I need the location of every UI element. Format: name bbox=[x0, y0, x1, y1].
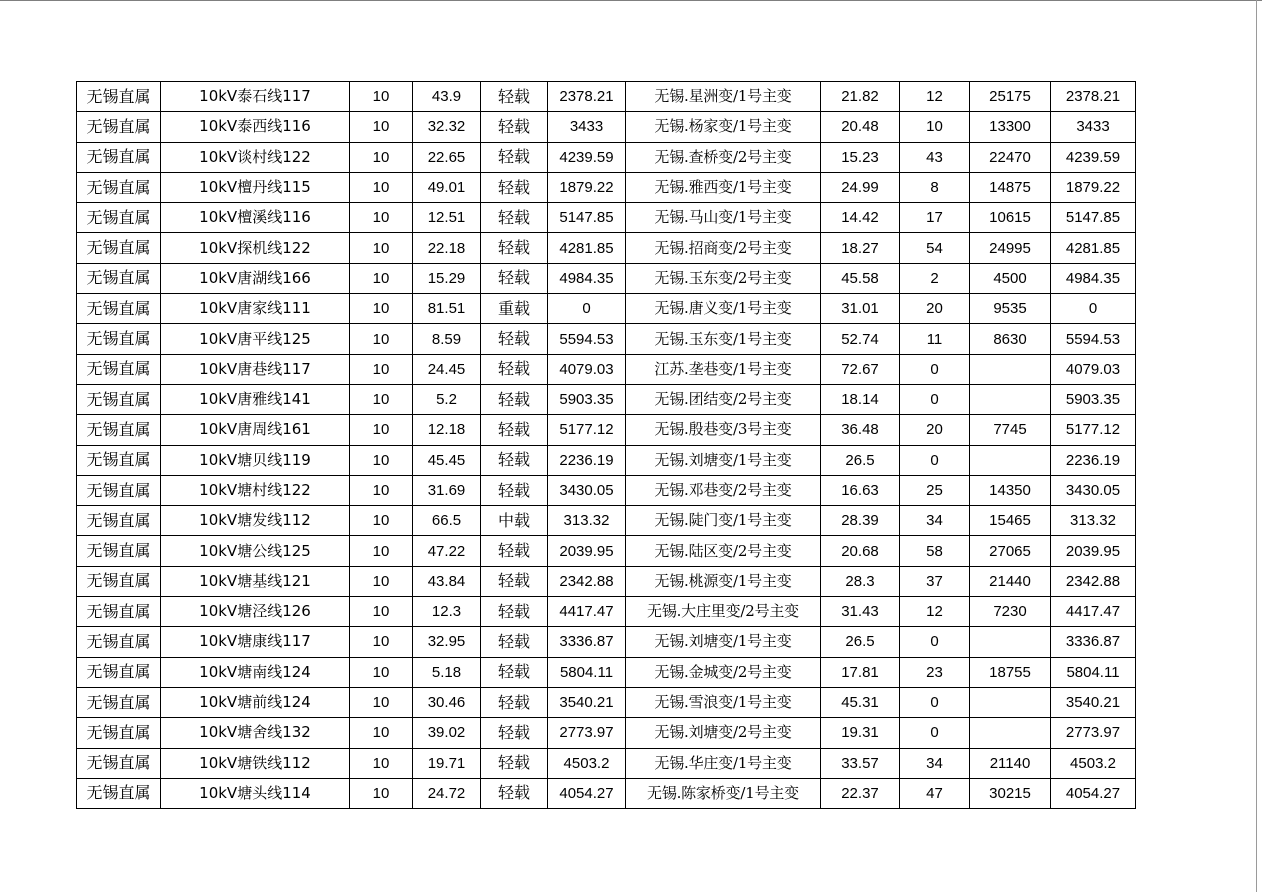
cell-count: 34 bbox=[900, 506, 970, 536]
cell-region: 无锡直属 bbox=[77, 506, 161, 536]
cell-capacity: 2773.97 bbox=[548, 718, 626, 748]
cell-region: 无锡直属 bbox=[77, 475, 161, 505]
cell-transformer-rate: 15.23 bbox=[821, 142, 900, 172]
cell-load-rate: 12.51 bbox=[413, 203, 481, 233]
cell-voltage: 10 bbox=[350, 263, 413, 293]
cell-substation: 无锡.星洲变/1号主变 bbox=[626, 82, 821, 112]
cell-available: 4984.35 bbox=[1051, 263, 1136, 293]
cell-substation: 无锡.陡门变/1号主变 bbox=[626, 506, 821, 536]
cell-voltage: 10 bbox=[350, 233, 413, 263]
cell-load-state: 重载 bbox=[481, 294, 548, 324]
cell-load-rate: 5.18 bbox=[413, 657, 481, 687]
cell-installed: 9535 bbox=[970, 294, 1051, 324]
cell-region: 无锡直属 bbox=[77, 566, 161, 596]
cell-capacity: 3336.87 bbox=[548, 627, 626, 657]
cell-installed bbox=[970, 718, 1051, 748]
cell-capacity: 2236.19 bbox=[548, 445, 626, 475]
cell-available: 2039.95 bbox=[1051, 536, 1136, 566]
table-row bbox=[77, 233, 1136, 263]
cell-count: 0 bbox=[900, 718, 970, 748]
cell-load-rate: 22.65 bbox=[413, 142, 481, 172]
cell-substation: 江苏.垄巷变/1号主变 bbox=[626, 354, 821, 384]
cell-load-state: 轻载 bbox=[481, 172, 548, 202]
cell-available: 4417.47 bbox=[1051, 597, 1136, 627]
cell-load-state: 轻载 bbox=[481, 233, 548, 263]
cell-capacity: 5147.85 bbox=[548, 203, 626, 233]
cell-capacity: 4984.35 bbox=[548, 263, 626, 293]
table-row bbox=[77, 536, 1136, 566]
cell-voltage: 10 bbox=[350, 445, 413, 475]
cell-voltage: 10 bbox=[350, 657, 413, 687]
cell-capacity: 5594.53 bbox=[548, 324, 626, 354]
cell-installed: 10615 bbox=[970, 203, 1051, 233]
cell-installed: 15465 bbox=[970, 506, 1051, 536]
cell-load-rate: 43.84 bbox=[413, 566, 481, 596]
cell-installed: 18755 bbox=[970, 657, 1051, 687]
cell-load-rate: 43.9 bbox=[413, 82, 481, 112]
cell-count: 47 bbox=[900, 778, 970, 808]
cell-line-name: 10kV探机线122 bbox=[161, 233, 350, 263]
cell-available: 2342.88 bbox=[1051, 566, 1136, 596]
table-row bbox=[77, 294, 1136, 324]
cell-transformer-rate: 28.3 bbox=[821, 566, 900, 596]
cell-available: 0 bbox=[1051, 294, 1136, 324]
cell-region: 无锡直属 bbox=[77, 233, 161, 263]
cell-installed: 14875 bbox=[970, 172, 1051, 202]
table-row bbox=[77, 112, 1136, 142]
cell-capacity: 5903.35 bbox=[548, 384, 626, 414]
cell-count: 0 bbox=[900, 354, 970, 384]
feeder-load-table bbox=[76, 81, 1136, 809]
cell-load-rate: 15.29 bbox=[413, 263, 481, 293]
cell-count: 54 bbox=[900, 233, 970, 263]
cell-line-name: 10kV塘公线125 bbox=[161, 536, 350, 566]
table-row bbox=[77, 687, 1136, 717]
cell-voltage: 10 bbox=[350, 718, 413, 748]
cell-installed: 30215 bbox=[970, 778, 1051, 808]
cell-substation: 无锡.华庄变/1号主变 bbox=[626, 748, 821, 778]
cell-count: 20 bbox=[900, 294, 970, 324]
cell-load-rate: 30.46 bbox=[413, 687, 481, 717]
cell-transformer-rate: 18.14 bbox=[821, 384, 900, 414]
cell-line-name: 10kV唐巷线117 bbox=[161, 354, 350, 384]
cell-available: 5804.11 bbox=[1051, 657, 1136, 687]
cell-load-rate: 5.2 bbox=[413, 384, 481, 414]
cell-substation: 无锡.查桥变/2号主变 bbox=[626, 142, 821, 172]
cell-available: 4079.03 bbox=[1051, 354, 1136, 384]
cell-region: 无锡直属 bbox=[77, 778, 161, 808]
cell-line-name: 10kV唐平线125 bbox=[161, 324, 350, 354]
cell-substation: 无锡.招商变/2号主变 bbox=[626, 233, 821, 263]
cell-region: 无锡直属 bbox=[77, 415, 161, 445]
cell-substation: 无锡.金城变/2号主变 bbox=[626, 657, 821, 687]
cell-voltage: 10 bbox=[350, 82, 413, 112]
cell-transformer-rate: 14.42 bbox=[821, 203, 900, 233]
cell-substation: 无锡.殷巷变/3号主变 bbox=[626, 415, 821, 445]
cell-transformer-rate: 28.39 bbox=[821, 506, 900, 536]
cell-load-state: 中载 bbox=[481, 506, 548, 536]
cell-region: 无锡直属 bbox=[77, 687, 161, 717]
cell-transformer-rate: 22.37 bbox=[821, 778, 900, 808]
cell-line-name: 10kV檀溪线116 bbox=[161, 203, 350, 233]
cell-installed bbox=[970, 627, 1051, 657]
cell-load-rate: 49.01 bbox=[413, 172, 481, 202]
cell-installed: 8630 bbox=[970, 324, 1051, 354]
cell-count: 43 bbox=[900, 142, 970, 172]
cell-load-state: 轻载 bbox=[481, 324, 548, 354]
cell-transformer-rate: 26.5 bbox=[821, 445, 900, 475]
cell-substation: 无锡.陈家桥变/1号主变 bbox=[626, 778, 821, 808]
cell-load-state: 轻载 bbox=[481, 597, 548, 627]
cell-count: 2 bbox=[900, 263, 970, 293]
cell-line-name: 10kV泰西线116 bbox=[161, 112, 350, 142]
cell-substation: 无锡.刘塘变/2号主变 bbox=[626, 718, 821, 748]
cell-line-name: 10kV塘基线121 bbox=[161, 566, 350, 596]
cell-line-name: 10kV塘康线117 bbox=[161, 627, 350, 657]
cell-load-state: 轻载 bbox=[481, 687, 548, 717]
cell-voltage: 10 bbox=[350, 778, 413, 808]
cell-region: 无锡直属 bbox=[77, 536, 161, 566]
table-row bbox=[77, 263, 1136, 293]
cell-capacity: 4239.59 bbox=[548, 142, 626, 172]
cell-substation: 无锡.雪浪变/1号主变 bbox=[626, 687, 821, 717]
cell-region: 无锡直属 bbox=[77, 718, 161, 748]
table-row bbox=[77, 203, 1136, 233]
table-row bbox=[77, 597, 1136, 627]
cell-available: 5147.85 bbox=[1051, 203, 1136, 233]
table-row bbox=[77, 718, 1136, 748]
cell-count: 34 bbox=[900, 748, 970, 778]
cell-available: 5177.12 bbox=[1051, 415, 1136, 445]
cell-load-rate: 32.32 bbox=[413, 112, 481, 142]
cell-region: 无锡直属 bbox=[77, 324, 161, 354]
cell-count: 17 bbox=[900, 203, 970, 233]
cell-region: 无锡直属 bbox=[77, 354, 161, 384]
cell-load-rate: 45.45 bbox=[413, 445, 481, 475]
cell-available: 2378.21 bbox=[1051, 82, 1136, 112]
cell-load-state: 轻载 bbox=[481, 748, 548, 778]
cell-voltage: 10 bbox=[350, 415, 413, 445]
cell-voltage: 10 bbox=[350, 566, 413, 596]
cell-transformer-rate: 26.5 bbox=[821, 627, 900, 657]
cell-line-name: 10kV塘贝线119 bbox=[161, 445, 350, 475]
cell-voltage: 10 bbox=[350, 475, 413, 505]
cell-region: 无锡直属 bbox=[77, 627, 161, 657]
cell-available: 1879.22 bbox=[1051, 172, 1136, 202]
cell-transformer-rate: 21.82 bbox=[821, 82, 900, 112]
cell-load-rate: 66.5 bbox=[413, 506, 481, 536]
table-row bbox=[77, 657, 1136, 687]
cell-line-name: 10kV塘南线124 bbox=[161, 657, 350, 687]
cell-capacity: 3433 bbox=[548, 112, 626, 142]
table-row bbox=[77, 627, 1136, 657]
cell-capacity: 313.32 bbox=[548, 506, 626, 536]
cell-region: 无锡直属 bbox=[77, 82, 161, 112]
cell-capacity: 2378.21 bbox=[548, 82, 626, 112]
cell-available: 5903.35 bbox=[1051, 384, 1136, 414]
cell-transformer-rate: 19.31 bbox=[821, 718, 900, 748]
page-right-edge bbox=[1256, 0, 1257, 892]
cell-load-rate: 32.95 bbox=[413, 627, 481, 657]
cell-substation: 无锡.玉东变/1号主变 bbox=[626, 324, 821, 354]
cell-transformer-rate: 17.81 bbox=[821, 657, 900, 687]
cell-region: 无锡直属 bbox=[77, 172, 161, 202]
cell-substation: 无锡.团结变/2号主变 bbox=[626, 384, 821, 414]
cell-installed: 4500 bbox=[970, 263, 1051, 293]
cell-load-rate: 39.02 bbox=[413, 718, 481, 748]
cell-load-rate: 81.51 bbox=[413, 294, 481, 324]
cell-load-state: 轻载 bbox=[481, 445, 548, 475]
cell-installed: 14350 bbox=[970, 475, 1051, 505]
cell-capacity: 4054.27 bbox=[548, 778, 626, 808]
cell-installed bbox=[970, 445, 1051, 475]
table-row bbox=[77, 445, 1136, 475]
cell-available: 3540.21 bbox=[1051, 687, 1136, 717]
cell-count: 0 bbox=[900, 627, 970, 657]
cell-region: 无锡直属 bbox=[77, 263, 161, 293]
cell-voltage: 10 bbox=[350, 294, 413, 324]
cell-line-name: 10kV檀丹线115 bbox=[161, 172, 350, 202]
table-row bbox=[77, 82, 1136, 112]
table-row bbox=[77, 778, 1136, 808]
cell-transformer-rate: 24.99 bbox=[821, 172, 900, 202]
cell-substation: 无锡.刘塘变/1号主变 bbox=[626, 627, 821, 657]
cell-voltage: 10 bbox=[350, 172, 413, 202]
cell-load-rate: 24.72 bbox=[413, 778, 481, 808]
cell-line-name: 10kV唐雅线141 bbox=[161, 384, 350, 414]
cell-substation: 无锡.桃源变/1号主变 bbox=[626, 566, 821, 596]
cell-region: 无锡直属 bbox=[77, 657, 161, 687]
cell-voltage: 10 bbox=[350, 627, 413, 657]
cell-region: 无锡直属 bbox=[77, 384, 161, 414]
cell-line-name: 10kV塘前线124 bbox=[161, 687, 350, 717]
cell-count: 10 bbox=[900, 112, 970, 142]
table-row bbox=[77, 172, 1136, 202]
cell-transformer-rate: 52.74 bbox=[821, 324, 900, 354]
cell-line-name: 10kV塘头线114 bbox=[161, 778, 350, 808]
cell-capacity: 3540.21 bbox=[548, 687, 626, 717]
cell-transformer-rate: 16.63 bbox=[821, 475, 900, 505]
cell-installed bbox=[970, 687, 1051, 717]
cell-line-name: 10kV唐湖线166 bbox=[161, 263, 350, 293]
cell-capacity: 4281.85 bbox=[548, 233, 626, 263]
cell-load-rate: 22.18 bbox=[413, 233, 481, 263]
cell-installed: 21140 bbox=[970, 748, 1051, 778]
cell-count: 12 bbox=[900, 82, 970, 112]
cell-voltage: 10 bbox=[350, 354, 413, 384]
cell-load-state: 轻载 bbox=[481, 657, 548, 687]
cell-installed: 25175 bbox=[970, 82, 1051, 112]
table-row bbox=[77, 324, 1136, 354]
cell-transformer-rate: 36.48 bbox=[821, 415, 900, 445]
cell-substation: 无锡.大庄里变/2号主变 bbox=[626, 597, 821, 627]
table-row bbox=[77, 384, 1136, 414]
cell-transformer-rate: 45.31 bbox=[821, 687, 900, 717]
cell-transformer-rate: 18.27 bbox=[821, 233, 900, 263]
cell-line-name: 10kV塘泾线126 bbox=[161, 597, 350, 627]
cell-substation: 无锡.马山变/1号主变 bbox=[626, 203, 821, 233]
cell-load-state: 轻载 bbox=[481, 627, 548, 657]
cell-region: 无锡直属 bbox=[77, 597, 161, 627]
cell-voltage: 10 bbox=[350, 112, 413, 142]
cell-installed: 7230 bbox=[970, 597, 1051, 627]
cell-substation: 无锡.邓巷变/2号主变 bbox=[626, 475, 821, 505]
cell-available: 4054.27 bbox=[1051, 778, 1136, 808]
cell-transformer-rate: 72.67 bbox=[821, 354, 900, 384]
cell-available: 4503.2 bbox=[1051, 748, 1136, 778]
cell-available: 313.32 bbox=[1051, 506, 1136, 536]
cell-capacity: 4503.2 bbox=[548, 748, 626, 778]
table-body bbox=[77, 82, 1136, 809]
cell-transformer-rate: 45.58 bbox=[821, 263, 900, 293]
cell-count: 11 bbox=[900, 324, 970, 354]
cell-count: 0 bbox=[900, 445, 970, 475]
cell-installed: 24995 bbox=[970, 233, 1051, 263]
cell-installed bbox=[970, 354, 1051, 384]
cell-substation: 无锡.玉东变/2号主变 bbox=[626, 263, 821, 293]
cell-installed: 13300 bbox=[970, 112, 1051, 142]
cell-load-state: 轻载 bbox=[481, 384, 548, 414]
cell-voltage: 10 bbox=[350, 597, 413, 627]
cell-available: 3430.05 bbox=[1051, 475, 1136, 505]
cell-count: 58 bbox=[900, 536, 970, 566]
cell-load-rate: 12.18 bbox=[413, 415, 481, 445]
table-row bbox=[77, 142, 1136, 172]
cell-capacity: 0 bbox=[548, 294, 626, 324]
cell-voltage: 10 bbox=[350, 384, 413, 414]
table-row bbox=[77, 415, 1136, 445]
cell-capacity: 2342.88 bbox=[548, 566, 626, 596]
cell-available: 2236.19 bbox=[1051, 445, 1136, 475]
cell-transformer-rate: 31.43 bbox=[821, 597, 900, 627]
page-top-edge bbox=[0, 0, 1262, 1]
cell-load-state: 轻载 bbox=[481, 263, 548, 293]
cell-installed bbox=[970, 384, 1051, 414]
cell-count: 8 bbox=[900, 172, 970, 202]
table-row bbox=[77, 506, 1136, 536]
cell-voltage: 10 bbox=[350, 324, 413, 354]
cell-transformer-rate: 33.57 bbox=[821, 748, 900, 778]
cell-capacity: 1879.22 bbox=[548, 172, 626, 202]
cell-capacity: 4417.47 bbox=[548, 597, 626, 627]
cell-region: 无锡直属 bbox=[77, 112, 161, 142]
cell-line-name: 10kV泰石线117 bbox=[161, 82, 350, 112]
cell-substation: 无锡.雅西变/1号主变 bbox=[626, 172, 821, 202]
cell-count: 20 bbox=[900, 415, 970, 445]
cell-load-rate: 31.69 bbox=[413, 475, 481, 505]
cell-region: 无锡直属 bbox=[77, 142, 161, 172]
cell-load-rate: 12.3 bbox=[413, 597, 481, 627]
cell-line-name: 10kV塘铁线112 bbox=[161, 748, 350, 778]
table-row bbox=[77, 475, 1136, 505]
cell-load-state: 轻载 bbox=[481, 142, 548, 172]
cell-load-state: 轻载 bbox=[481, 475, 548, 505]
cell-load-rate: 47.22 bbox=[413, 536, 481, 566]
cell-available: 3336.87 bbox=[1051, 627, 1136, 657]
table-row bbox=[77, 566, 1136, 596]
cell-load-rate: 19.71 bbox=[413, 748, 481, 778]
cell-installed: 7745 bbox=[970, 415, 1051, 445]
cell-installed: 27065 bbox=[970, 536, 1051, 566]
cell-line-name: 10kV塘舍线132 bbox=[161, 718, 350, 748]
cell-capacity: 5177.12 bbox=[548, 415, 626, 445]
cell-load-state: 轻载 bbox=[481, 354, 548, 384]
cell-voltage: 10 bbox=[350, 748, 413, 778]
cell-line-name: 10kV唐家线111 bbox=[161, 294, 350, 324]
cell-load-rate: 8.59 bbox=[413, 324, 481, 354]
cell-installed: 22470 bbox=[970, 142, 1051, 172]
cell-substation: 无锡.唐义变/1号主变 bbox=[626, 294, 821, 324]
cell-count: 25 bbox=[900, 475, 970, 505]
cell-load-state: 轻载 bbox=[481, 718, 548, 748]
cell-available: 4239.59 bbox=[1051, 142, 1136, 172]
cell-available: 5594.53 bbox=[1051, 324, 1136, 354]
cell-capacity: 5804.11 bbox=[548, 657, 626, 687]
cell-available: 4281.85 bbox=[1051, 233, 1136, 263]
cell-count: 12 bbox=[900, 597, 970, 627]
cell-substation: 无锡.陆区变/2号主变 bbox=[626, 536, 821, 566]
cell-count: 37 bbox=[900, 566, 970, 596]
cell-load-state: 轻载 bbox=[481, 566, 548, 596]
cell-voltage: 10 bbox=[350, 536, 413, 566]
cell-line-name: 10kV唐周线161 bbox=[161, 415, 350, 445]
cell-available: 2773.97 bbox=[1051, 718, 1136, 748]
cell-load-state: 轻载 bbox=[481, 415, 548, 445]
cell-load-state: 轻载 bbox=[481, 112, 548, 142]
cell-substation: 无锡.杨家变/1号主变 bbox=[626, 112, 821, 142]
cell-load-state: 轻载 bbox=[481, 82, 548, 112]
cell-load-state: 轻载 bbox=[481, 536, 548, 566]
cell-voltage: 10 bbox=[350, 687, 413, 717]
cell-line-name: 10kV塘发线112 bbox=[161, 506, 350, 536]
cell-installed: 21440 bbox=[970, 566, 1051, 596]
cell-region: 无锡直属 bbox=[77, 748, 161, 778]
cell-count: 0 bbox=[900, 687, 970, 717]
cell-line-name: 10kV塘村线122 bbox=[161, 475, 350, 505]
table-row bbox=[77, 748, 1136, 778]
cell-capacity: 4079.03 bbox=[548, 354, 626, 384]
cell-count: 23 bbox=[900, 657, 970, 687]
cell-region: 无锡直属 bbox=[77, 445, 161, 475]
cell-voltage: 10 bbox=[350, 506, 413, 536]
cell-transformer-rate: 31.01 bbox=[821, 294, 900, 324]
cell-count: 0 bbox=[900, 384, 970, 414]
cell-transformer-rate: 20.48 bbox=[821, 112, 900, 142]
cell-region: 无锡直属 bbox=[77, 203, 161, 233]
cell-transformer-rate: 20.68 bbox=[821, 536, 900, 566]
cell-line-name: 10kV谈村线122 bbox=[161, 142, 350, 172]
cell-region: 无锡直属 bbox=[77, 294, 161, 324]
cell-voltage: 10 bbox=[350, 142, 413, 172]
cell-substation: 无锡.刘塘变/1号主变 bbox=[626, 445, 821, 475]
cell-available: 3433 bbox=[1051, 112, 1136, 142]
cell-load-state: 轻载 bbox=[481, 203, 548, 233]
cell-load-rate: 24.45 bbox=[413, 354, 481, 384]
cell-capacity: 2039.95 bbox=[548, 536, 626, 566]
cell-load-state: 轻载 bbox=[481, 778, 548, 808]
cell-voltage: 10 bbox=[350, 203, 413, 233]
cell-capacity: 3430.05 bbox=[548, 475, 626, 505]
table-row bbox=[77, 354, 1136, 384]
